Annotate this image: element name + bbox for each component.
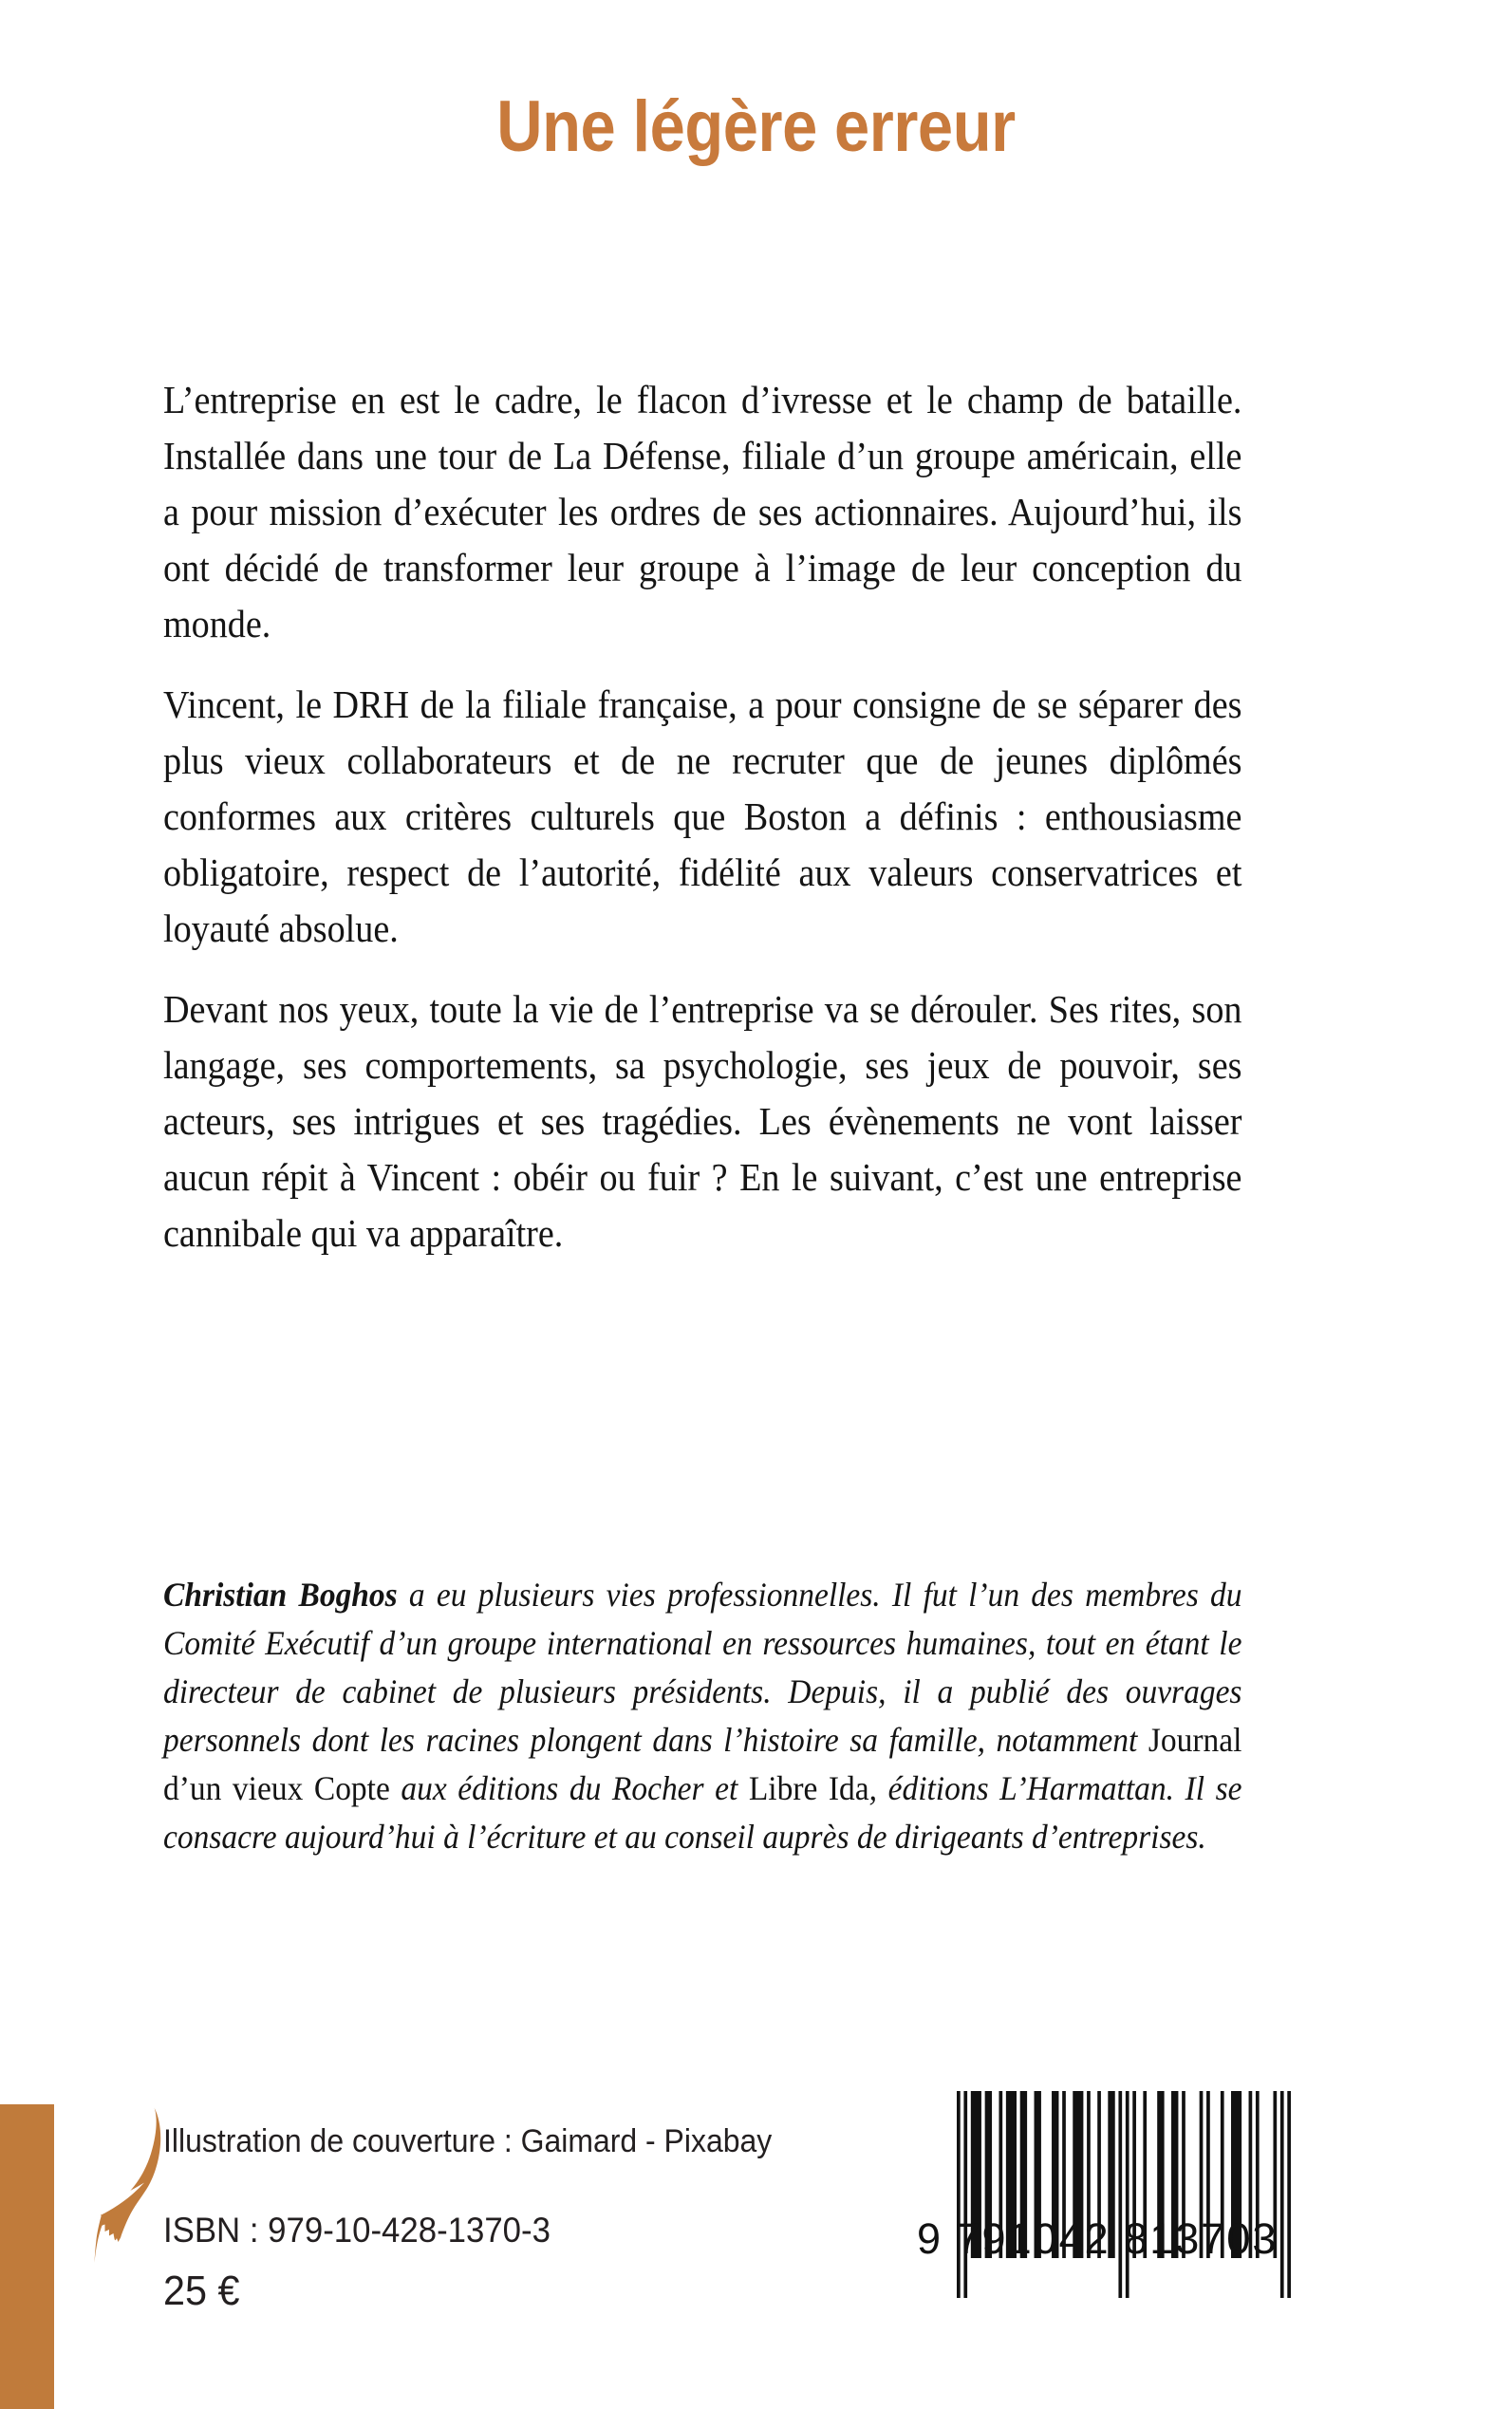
author-bio-paragraph [163,1571,1241,1861]
blurb-paragraph-2: Vincent, le DRH de la filiale française, a pour consigne de se séparer des plus vieux collaborateurs et de ne recruter que de jeunes diplômés conformes aux critères culturels que Boston a définis : enthousiasme obligatoire, respect de l’autorité, fidélité aux valeurs conservatrices et loyauté absolue. [163,682,1242,950]
author-name: Christian Boghos [163,1576,398,1614]
bio-segment-2: aux éditions du Rocher et [389,1769,749,1807]
barcode-digits [917,2214,1316,2263]
bio-segment-1: a eu plusieurs vies professionnelles. Il fut l’un des membres du Comité Exécutif d’un groupe international en ressources humaines, tout en étant le directeur de cabinet de plusieurs présidents. Depuis, il a publié des ouvrages personnels dont les racines plongent dans l’histoire sa famille, notamment [163,1576,1242,1759]
blurb-paragraph-3: Devant nos yeux, toute la vie de l’entreprise va se dérouler. Ses rites, son langage, ses comportements, sa psychologie, ses jeux de pouvoir, ses acteurs, ses intrigues et ses tragédies. Les évènements ne vont laisser aucun répit à Vincent : obéir ou fuir ? En le suivant, c’est une entreprise cannibale qui va apparaître. [163,987,1242,1255]
blurb-text-block [163,372,1241,1261]
quill-feather-icon [91,2105,161,2265]
price-label: 25 € [163,2268,240,2314]
illustration-credit: Illustration de couverture : Gaimard - Pixabay [163,2123,773,2159]
isbn-label: ISBN : 979-10-428-1370-3 [163,2211,551,2250]
book-title: Une légère erreur [496,86,1016,167]
blurb-paragraph-1: L’entreprise en est le cadre, le flacon d’ivresse et le champ de bataille. Installée dans une tour de La Défense, filiale d’un groupe américain, elle a pour mission d’exécuter les ordres de ses actionnaires. Aujourd’hui, ils ont décidé de transformer leur groupe à l’image de leur conception du monde. [163,378,1242,645]
publisher-spine-bar [0,2104,54,2409]
barcode-digit-group-1: 9 791042 813703 [917,2214,1279,2263]
bio-work-title-2: Libre Ida [748,1769,869,1807]
author-bio-block [163,1571,1241,1861]
bio-segment-3: , éditions L’Harmattan. Il se consacre aujourd’hui à l’écriture et au conseil auprès de dirigeants d’entreprises. [163,1769,1242,1856]
bio-work-title-1: Journal d’un vieux Copte [163,1721,1242,1807]
ean13-barcode [957,2091,1291,2298]
